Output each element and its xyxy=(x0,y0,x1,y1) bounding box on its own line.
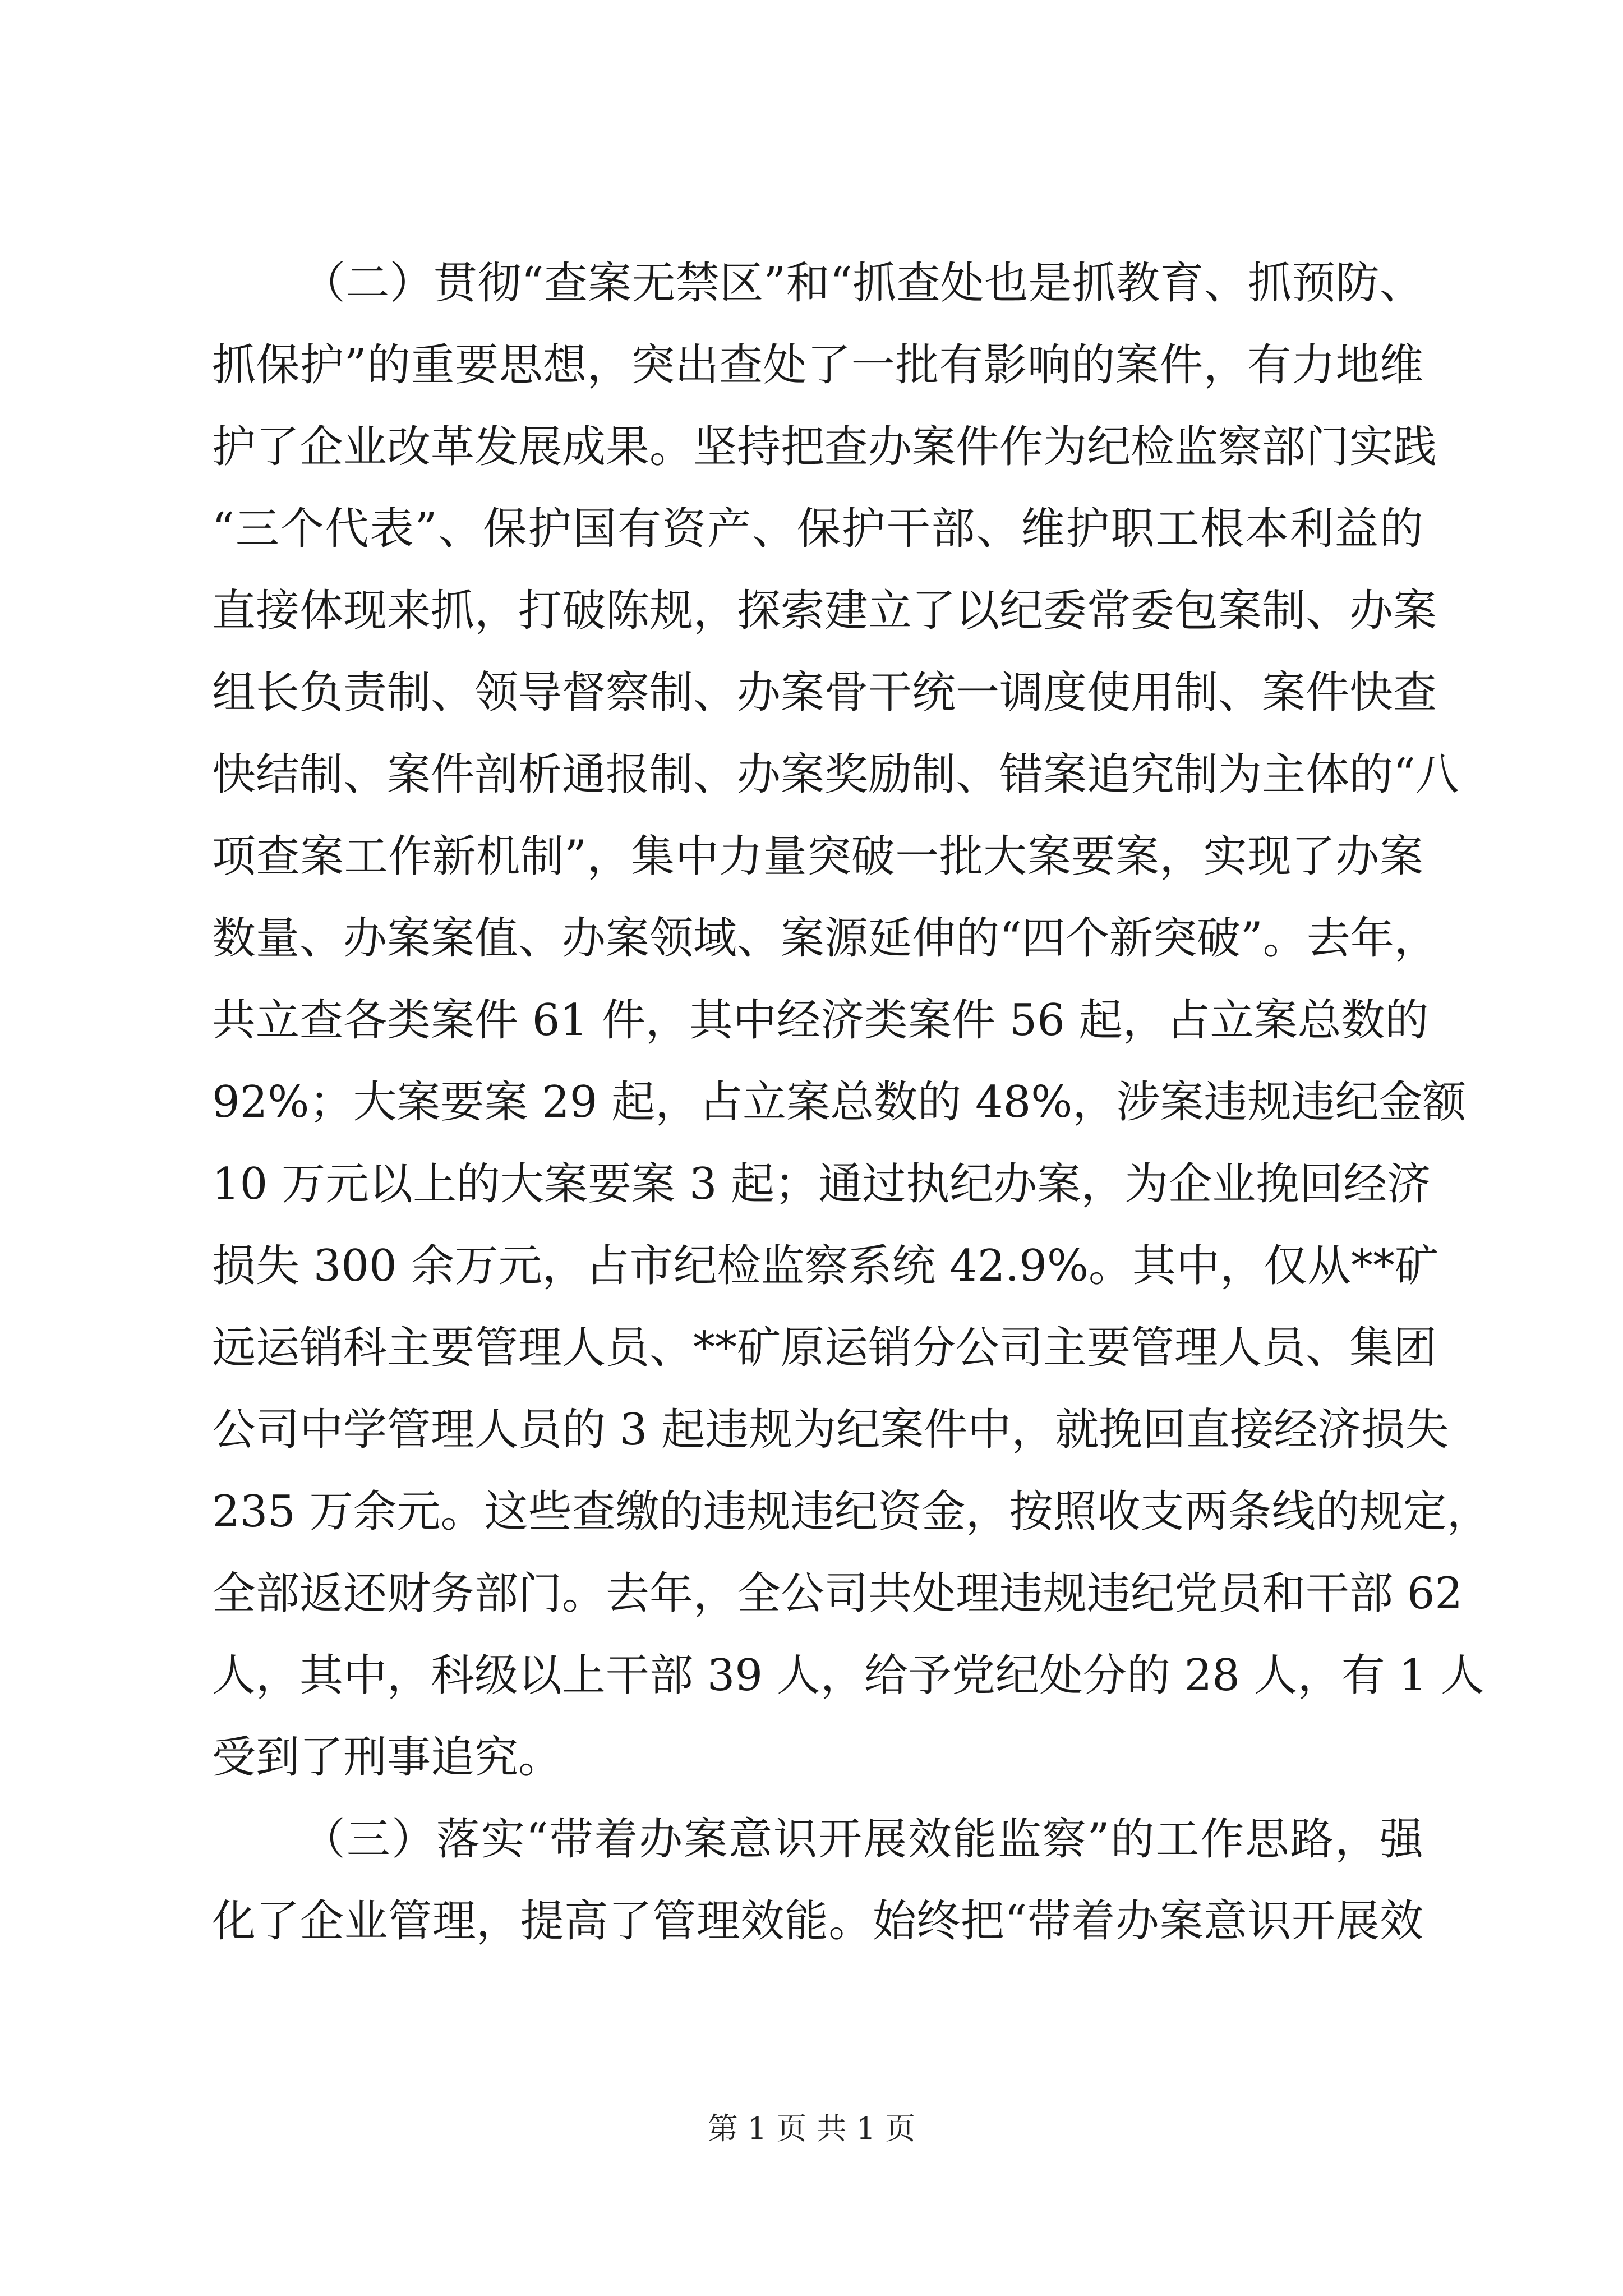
paragraph-2-line-10: 共立查各类案件 61 件，其中经济类案件 56 起，占立案总数的 xyxy=(212,995,1429,1046)
paragraph-2-line-6: 组长负责制、领导督察制、办案骨干统一调度使用制、案件快查 xyxy=(212,668,1437,718)
paragraph-2-line-16: 235 万余元。这些查缴的违规违纪资金，按照收支两条线的规定， xyxy=(212,1487,1491,1537)
paragraph-2-line-1: （二）贯彻“查案无禁区”和“抓查处也是抓教育、抓预防、 xyxy=(302,258,1423,309)
paragraph-3-line-1: （三）落实“带着办案意识开展效能监察”的工作思路，强 xyxy=(302,1814,1423,1865)
paragraph-2-line-8: 项查案工作新机制”，集中力量突破一批大案要案，实现了办案 xyxy=(212,831,1423,882)
paragraph-2-line-17: 全部返还财务部门。去年，全公司共处理违规违纪党员和干部 62 xyxy=(212,1568,1463,1619)
paragraph-2-line-12: 10 万元以上的大案要案 3 起；通过执纪办案，为企业挽回经济 xyxy=(212,1159,1431,1209)
document-body xyxy=(212,242,1491,1962)
paragraph-2-line-3: 护了企业改革发展成果。坚持把查办案件作为纪检监察部门实践 xyxy=(212,422,1437,472)
paragraph-2-line-15: 公司中学管理人员的 3 起违规为纪案件中，就挽回直接经济损失 xyxy=(212,1405,1449,1455)
paragraph-2-line-9: 数量、办案案值、办案领域、案源延伸的“四个新突破”。去年， xyxy=(212,913,1438,964)
paragraph-2-line-7: 快结制、案件剖析通报制、办案奖励制、错案追究制为主体的“八 xyxy=(212,749,1459,800)
paragraph-2-line-13: 损失 300 余万元，占市纪检监察系统 42.9%。其中，仅从**矿 xyxy=(212,1241,1439,1291)
paragraph-2-line-14: 远运销科主要管理人员、**矿原运销分公司主要管理人员、集团 xyxy=(212,1323,1437,1373)
page-footer: 第 1 页 共 1 页 xyxy=(707,2111,916,2146)
paragraph-2-line-18: 人，其中，科级以上干部 39 人，给予党纪处分的 28 人，有 1 人 xyxy=(212,1650,1484,1701)
paragraph-3-line-2: 化了企业管理，提高了管理效能。始终把“带着办案意识开展效 xyxy=(212,1896,1423,1947)
paragraph-2-line-11: 92%；大案要案 29 起，占立案总数的 48%，涉案违规违纪金额 xyxy=(212,1077,1467,1128)
paragraph-2-line-2: 抓保护”的重要思想，突出查处了一批有影响的案件，有力地维 xyxy=(212,340,1423,390)
paragraph-2-line-5: 直接体现来抓，打破陈规，探索建立了以纪委常委包案制、办案 xyxy=(212,586,1437,636)
paragraph-2-line-4: “三个代表”、保护国有资产、保护干部、维护职工根本利益的 xyxy=(212,504,1423,554)
paragraph-2-line-19: 受到了刑事追究。 xyxy=(212,1732,562,1783)
